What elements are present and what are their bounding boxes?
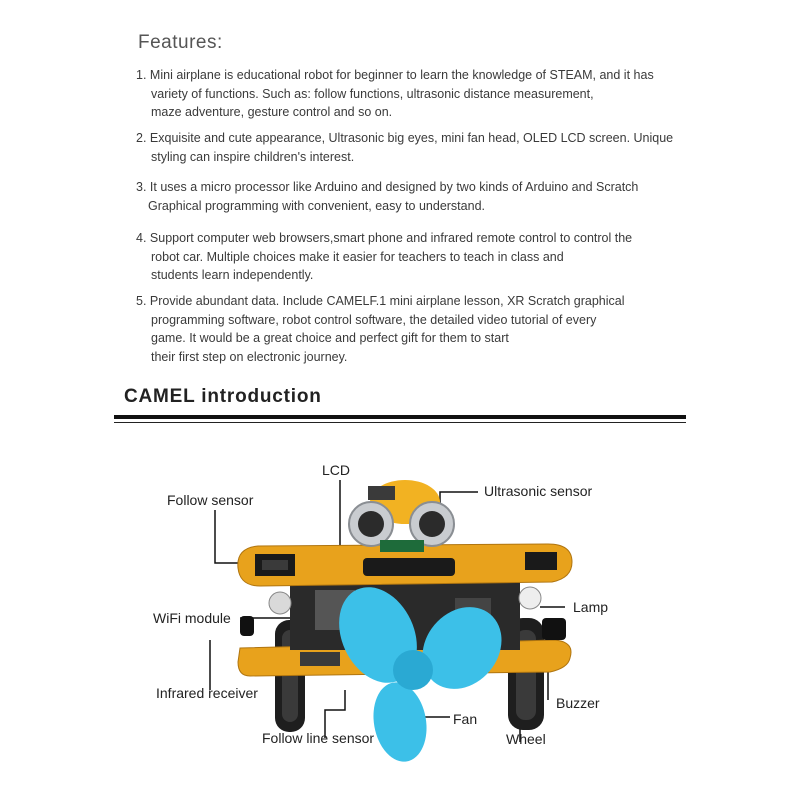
feature-number: 3. xyxy=(136,180,147,194)
features-title: Features: xyxy=(138,32,223,53)
label-lamp: Lamp xyxy=(573,599,609,615)
feature-line: their first step on electronic journey. xyxy=(151,349,348,364)
feature-line: It uses a micro processor like Arduino and designed by two kinds of Arduino and Scratch xyxy=(149,180,639,194)
label-wheel: Wheel xyxy=(506,731,546,747)
feature-item-4 xyxy=(136,229,696,285)
infrared-receiver xyxy=(240,616,254,636)
ultrasonic-head xyxy=(349,480,454,552)
feature-line: programming software, robot control software, the detailed video tutorial of every xyxy=(151,312,597,327)
feature-number: 5. xyxy=(136,294,147,308)
feature-line: Graphical programming with convenient, easy to understand. xyxy=(148,198,485,213)
feature-line: Provide abundant data. Include CAMELF.1 mini airplane lesson, XR Scratch graphical xyxy=(149,294,625,308)
feature-line: students learn independently. xyxy=(151,268,314,282)
feature-item-5 xyxy=(136,292,696,366)
feature-line: Support computer web browsers,smart phone and infrared remote control to control the xyxy=(149,231,633,245)
label-follow-sensor: Follow sensor xyxy=(167,492,254,508)
section-divider-thin xyxy=(114,422,686,423)
feature-line: Mini airplane is educational robot for beginner to learn the knowledge of STEAM, and it has xyxy=(149,68,654,82)
feature-item-1 xyxy=(136,66,696,122)
feature-item-3 xyxy=(136,178,696,215)
lcd-screen xyxy=(363,558,455,576)
buzzer xyxy=(542,618,566,640)
lamp-left xyxy=(269,592,291,614)
feature-item-2 xyxy=(136,129,696,166)
feature-number: 1. xyxy=(136,68,147,82)
feature-number: 4. xyxy=(136,231,147,245)
label-ultrasonic-sensor: Ultrasonic sensor xyxy=(484,483,593,499)
label-fan: Fan xyxy=(453,711,478,727)
feature-line: robot car. Multiple choices make it easier for teachers to teach in class and xyxy=(151,249,564,264)
feature-number: 2. xyxy=(136,131,147,145)
feature-line: variety of functions. Such as: follow functions, ultrasonic distance measurement, xyxy=(151,86,594,101)
label-infrared-receiver: Infrared receiver xyxy=(156,685,258,701)
label-buzzer: Buzzer xyxy=(556,695,600,711)
label-follow-line-sensor: Follow line sensor xyxy=(262,730,375,746)
robot-diagram xyxy=(0,440,800,800)
feature-line: styling can inspire children's interest. xyxy=(151,149,355,164)
label-lcd: LCD xyxy=(322,462,351,478)
feature-line: game. It would be a great choice and perfect gift for them to start xyxy=(151,331,509,345)
feature-line: Exquisite and cute appearance, Ultrasonic big eyes, mini fan head, OLED LCD screen. Unique xyxy=(149,131,674,145)
section-title: CAMEL introduction xyxy=(124,386,322,407)
section-divider xyxy=(114,415,686,419)
robot-illustration xyxy=(0,440,800,800)
label-wifi-module: WiFi module xyxy=(153,610,231,626)
feature-line: maze adventure, gesture control and so on. xyxy=(151,105,393,119)
lamp-right xyxy=(519,587,541,609)
